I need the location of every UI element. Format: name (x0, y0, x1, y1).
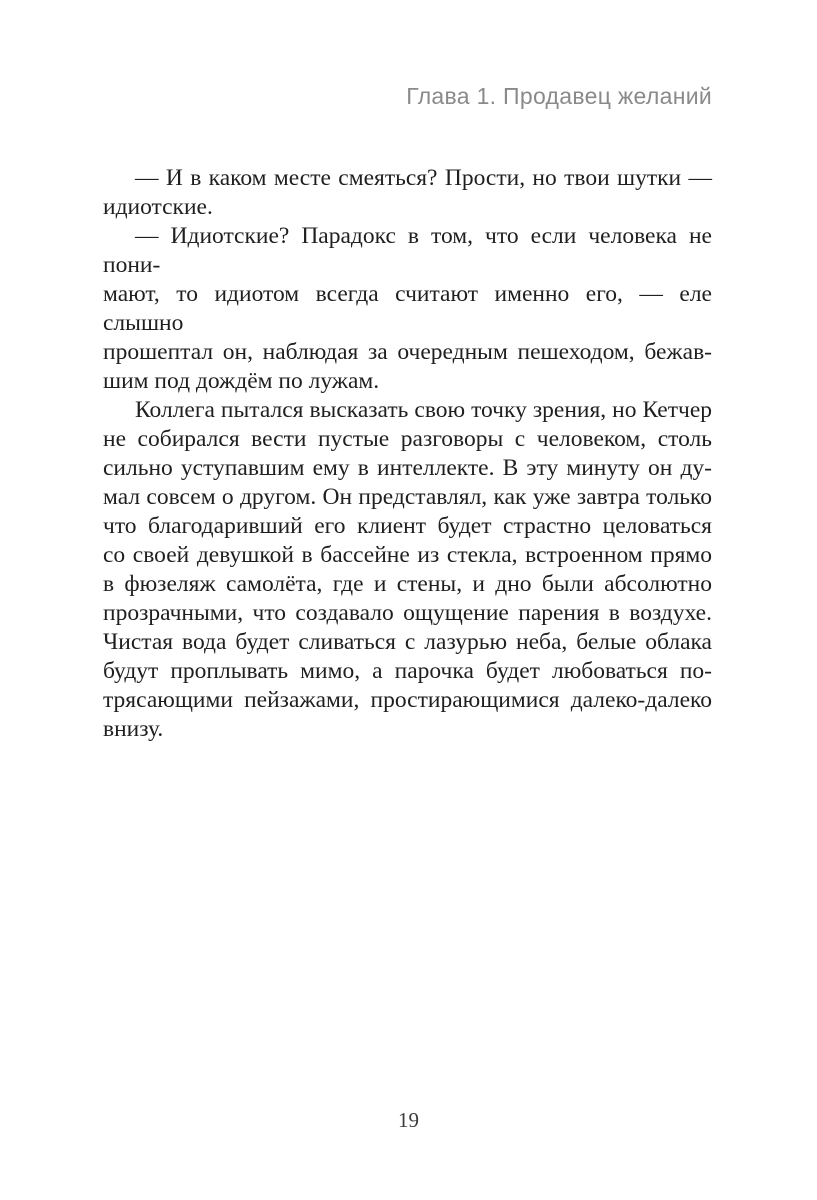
text-line: идиотские. (103, 194, 213, 220)
text-line: прошептал он, наблюдая за очередным пешеходом, бежав- (103, 339, 712, 365)
text-line: со своей девушкой в бассейне из стекла, встроенном прямо (103, 542, 712, 568)
page-number: 19 (398, 1108, 419, 1132)
text-line: мал совсем о другом. Он представлял, как уже завтра только (103, 484, 712, 510)
text-line: трясающими пейзажами, простирающимися далеко-далеко (103, 687, 712, 713)
paragraph (103, 222, 712, 396)
text-line: прозрачными, что создавало ощущение парения в воздухе. (103, 600, 712, 626)
text-line: не собирался вести пустые разговоры с человеком, столь (103, 426, 712, 452)
text-line: в фюзеляж самолёта, где и стены, и дно были абсолютно (103, 571, 712, 597)
text-line: — И в каком месте смеяться? Прости, но твои шутки — (135, 165, 712, 191)
text-line: Коллега пытался высказать свою точку зрения, но Кетчер (135, 397, 712, 423)
running-header: Глава 1. Продавец желаний (406, 83, 712, 109)
body-text (103, 164, 712, 744)
text-line: внизу. (103, 716, 164, 742)
text-line: что благодаривший его клиент будет страстно целоваться (103, 513, 712, 539)
paragraph (103, 164, 712, 222)
text-line: Чистая вода будет сливаться с лазурью неба, белые облака (103, 629, 712, 655)
paragraph (103, 396, 712, 744)
text-line: шим под дождём по лужам. (103, 368, 380, 394)
text-line: сильно уступавшим ему в интеллекте. В эту минуту он ду- (103, 455, 712, 481)
text-line: — Идиотские? Парадокс в том, что если человека не пони- (103, 223, 712, 278)
text-line: будут проплывать мимо, а парочка будет любоваться по- (103, 658, 712, 684)
text-line: мают, то идиотом всегда считают именно его, — еле слышно (103, 281, 712, 336)
